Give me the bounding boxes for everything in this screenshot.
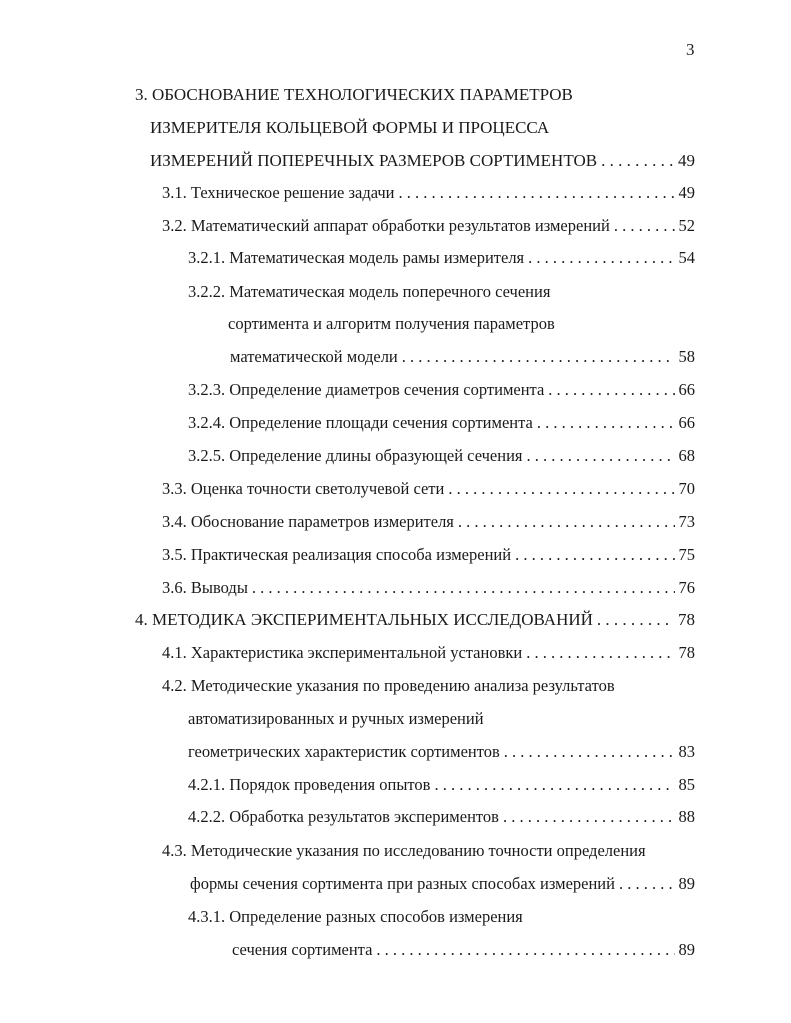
toc-entry-text: 3.6. Выводы: [162, 578, 248, 597]
toc-entry-page: 83: [678, 742, 695, 761]
toc-entry-text: формы сечения сортимента при разных способах измерений: [190, 874, 615, 893]
toc-entry-text: геометрических характеристик сортиментов: [188, 742, 500, 761]
toc-entry-text: ИЗМЕРИТЕЛЯ КОЛЬЦЕВОЙ ФОРМЫ И ПРОЦЕССА: [150, 118, 550, 137]
toc-entry-page: 49: [678, 151, 695, 170]
toc-entry: [150, 150, 695, 172]
toc-entry: [188, 445, 695, 467]
toc-entry-text: 3. ОБОСНОВАНИЕ ТЕХНОЛОГИЧЕСКИХ ПАРАМЕТРОВ: [135, 85, 573, 104]
toc-entry: [162, 577, 695, 599]
toc-entry-page: 68: [678, 446, 695, 465]
dot-leader: [372, 939, 674, 961]
toc-entry-text: 3.2. Математический аппарат обработки результатов измерений: [162, 216, 610, 235]
dot-leader: [615, 873, 675, 895]
toc-entry: [135, 84, 695, 106]
dot-leader: [398, 346, 675, 368]
dot-leader: [522, 642, 674, 664]
toc-entry-page: 89: [678, 940, 695, 959]
toc-entry-text: математической модели: [230, 347, 398, 366]
dot-leader: [499, 806, 675, 828]
toc-entry-text: 3.2.1. Математическая модель рамы измерителя: [188, 248, 525, 267]
toc-entry-page: 78: [678, 643, 695, 662]
toc-entry-text: 3.4. Обоснование параметров измерителя: [162, 512, 454, 531]
toc-entry-page: 66: [678, 413, 695, 432]
dot-leader: [430, 774, 674, 796]
toc-entry-text: автоматизированных и ручных измерений: [188, 709, 484, 728]
toc-entry: [188, 906, 695, 928]
toc-entry-text: 4. МЕТОДИКА ЭКСПЕРИМЕНТАЛЬНЫХ ИССЛЕДОВАНИЙ: [135, 610, 593, 629]
toc-entry: [188, 774, 695, 796]
dot-leader: [500, 741, 675, 763]
toc-entry-text: 3.2.3. Определение диаметров сечения сортимента: [188, 380, 545, 399]
toc-entry-page: 76: [678, 578, 695, 597]
toc-entry-text: 4.1. Характеристика экспериментальной установки: [162, 643, 523, 662]
toc-entry: [188, 379, 695, 401]
toc-entry-text: 3.2.2. Математическая модель поперечного сечения: [188, 282, 551, 301]
toc-entry: [188, 281, 695, 303]
toc-entry: [188, 741, 695, 763]
toc-entry: [162, 675, 695, 697]
toc-entry: [232, 939, 695, 961]
toc-entry: [188, 247, 695, 269]
toc-entry: [188, 708, 695, 730]
toc-entry-text: 4.3.1. Определение разных способов измерения: [188, 907, 523, 926]
toc-entry: [162, 642, 695, 664]
dot-leader: [593, 609, 674, 631]
dot-leader: [395, 182, 675, 204]
toc-entry-page: 52: [678, 216, 695, 235]
page-number: 3: [686, 40, 695, 59]
toc-entry-text: 3.2.4. Определение площади сечения сортимента: [188, 413, 533, 432]
dot-leader: [248, 577, 675, 599]
toc-entry-text: сечения сортимента: [232, 940, 373, 959]
toc-entry: [135, 609, 695, 631]
toc-entry-page: 75: [678, 545, 695, 564]
toc-entry-text: 3.1. Техническое решение задачи: [162, 183, 395, 202]
toc-entry-page: 85: [678, 775, 695, 794]
toc-entry-page: 88: [678, 807, 695, 826]
toc-entry-page: 89: [678, 874, 695, 893]
toc-entry-text: 4.3. Методические указания по исследованию точности определения: [162, 841, 646, 860]
dot-leader: [597, 150, 674, 172]
dot-leader: [610, 215, 675, 237]
toc-entry-text: 4.2.2. Обработка результатов экспериментов: [188, 807, 499, 826]
toc-entry: [188, 412, 695, 434]
toc-entry: [190, 873, 695, 895]
dot-leader: [444, 478, 674, 500]
dot-leader: [544, 379, 674, 401]
toc-entry-text: 3.5. Практическая реализация способа измерений: [162, 545, 512, 564]
toc-entry-page: 49: [678, 183, 695, 202]
toc-entry-text: 4.2.1. Порядок проведения опытов: [188, 775, 431, 794]
dot-leader: [454, 511, 675, 533]
toc-entry-text: сортимента и алгоритм получения параметров: [228, 314, 555, 333]
dot-leader: [511, 544, 674, 566]
toc-entry: [230, 346, 695, 368]
toc-entry-text: 4.2. Методические указания по проведению анализа результатов: [162, 676, 615, 695]
toc-entry-page: 78: [678, 610, 695, 629]
toc-entry: [162, 511, 695, 533]
toc-entry: [162, 478, 695, 500]
dot-leader: [524, 247, 674, 269]
dot-leader: [523, 445, 675, 467]
toc-entry: [162, 840, 695, 862]
toc-entry: [162, 544, 695, 566]
toc-entry-page: 54: [678, 248, 695, 267]
toc-entry: [228, 313, 695, 335]
toc-entry: [162, 182, 695, 204]
toc-entry-text: 3.3. Оценка точности светолучевой сети: [162, 479, 445, 498]
toc-entry-text: 3.2.5. Определение длины образующей сечения: [188, 446, 523, 465]
toc-entry: [188, 806, 695, 828]
toc-entry-page: 58: [678, 347, 695, 366]
toc-entry: [150, 117, 695, 139]
toc-entry-page: 70: [678, 479, 695, 498]
toc-entry-text: ИЗМЕРЕНИЙ ПОПЕРЕЧНЫХ РАЗМЕРОВ СОРТИМЕНТОВ: [150, 151, 598, 170]
toc-entry: [162, 215, 695, 237]
toc-entry-page: 66: [678, 380, 695, 399]
dot-leader: [533, 412, 675, 434]
toc-entry-page: 73: [678, 512, 695, 531]
